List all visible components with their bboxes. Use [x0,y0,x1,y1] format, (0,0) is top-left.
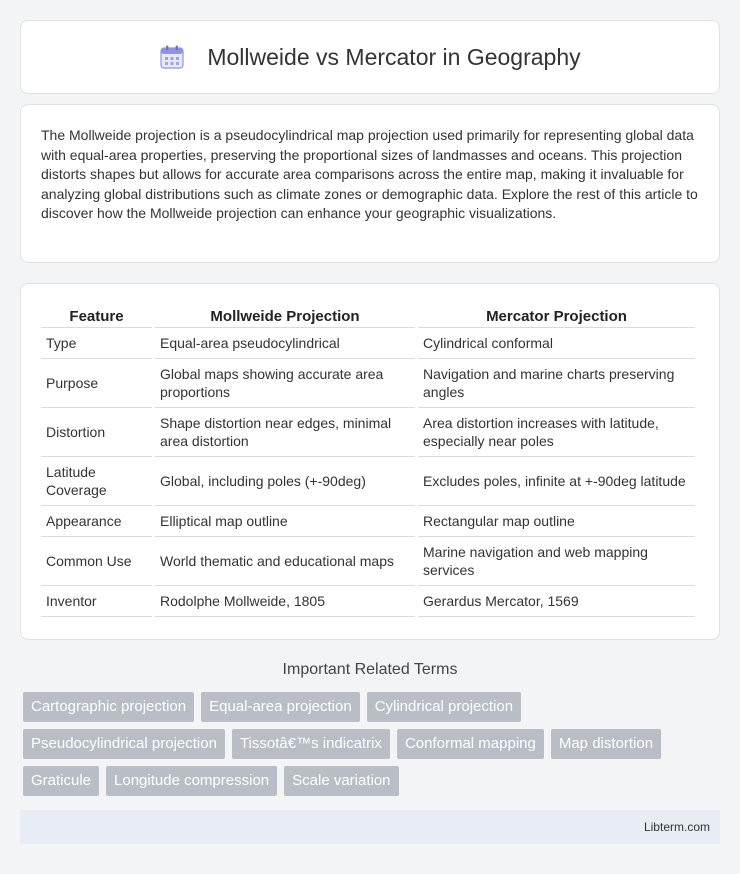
table-cell: Rodolphe Mollweide, 1805 [155,586,415,617]
intro-paragraph: The Mollweide projection is a pseudocylindrical map projection used primarily for representing global data with equal-area properties, preserving the proportional sizes of landmasses and oceans. This projection distorts shapes but allows for accurate area comparisons across the entire map, making it invaluable for analyzing global distributions such as climate zones or demographic data. Explore the rest of this article to discover how the Mollweide projection can enhance your geographic visualizations. [41,127,698,222]
table-cell: Gerardus Mercator, 1569 [418,586,695,617]
table-cell: Area distortion increases with latitude, especially near poles [418,408,695,457]
tag-pseudocylindrical-projection[interactable]: Pseudocylindrical projection [23,729,225,759]
tag-conformal-mapping[interactable]: Conformal mapping [397,729,544,759]
table-row [41,328,695,359]
table-cell: Latitude Coverage [41,457,152,506]
header-mollweide: Mollweide Projection [155,304,415,328]
header-card [20,20,720,94]
tag-map-distortion[interactable]: Map distortion [551,729,661,759]
table-cell: Global, including poles (+-90deg) [155,457,415,506]
table-row [41,586,695,617]
tag-tissots-indicatrix[interactable]: Tissotâ€™s indicatrix [232,729,390,759]
table-cell: Rectangular map outline [418,506,695,537]
tag-cartographic-projection[interactable]: Cartographic projection [23,692,194,722]
comparison-table [38,304,698,617]
header-mercator: Mercator Projection [418,304,695,328]
table-cell: Equal-area pseudocylindrical [155,328,415,359]
table-cell: Type [41,328,152,359]
tag-equal-area-projection[interactable]: Equal-area projection [201,692,360,722]
table-cell: Common Use [41,537,152,586]
tag-scale-variation[interactable]: Scale variation [284,766,398,796]
tag-cylindrical-projection[interactable]: Cylindrical projection [367,692,521,722]
tag-longitude-compression[interactable]: Longitude compression [106,766,277,796]
table-cell: Marine navigation and web mapping services [418,537,695,586]
intro-card [20,104,720,263]
table-row [41,408,695,457]
table-cell: Purpose [41,359,152,408]
table-cell: Excludes poles, infinite at +-90deg latitude [418,457,695,506]
table-row [41,457,695,506]
table-cell: Inventor [41,586,152,617]
table-cell: Navigation and marine charts preserving angles [418,359,695,408]
table-row [41,359,695,408]
related-terms-list [23,692,723,796]
footer [20,810,720,844]
table-row [41,506,695,537]
footer-site-link[interactable]: Libterm.com [643,820,710,834]
table-cell: Elliptical map outline [155,506,415,537]
table-cell: Appearance [41,506,152,537]
related-terms-title: Important Related Terms [282,661,458,678]
calendar-icon [159,44,185,70]
table-cell: Global maps showing accurate area proportions [155,359,415,408]
table-cell: Shape distortion near edges, minimal area distortion [155,408,415,457]
table-cell: Cylindrical conformal [418,328,695,359]
table-cell: Distortion [41,408,152,457]
comparison-card [20,283,720,640]
table-row [41,537,695,586]
header-feature: Feature [41,304,152,328]
table-header-row [41,304,695,328]
page-title: Mollweide vs Mercator in Geography [207,43,581,70]
table-cell: World thematic and educational maps [155,537,415,586]
tag-graticule[interactable]: Graticule [23,766,99,796]
